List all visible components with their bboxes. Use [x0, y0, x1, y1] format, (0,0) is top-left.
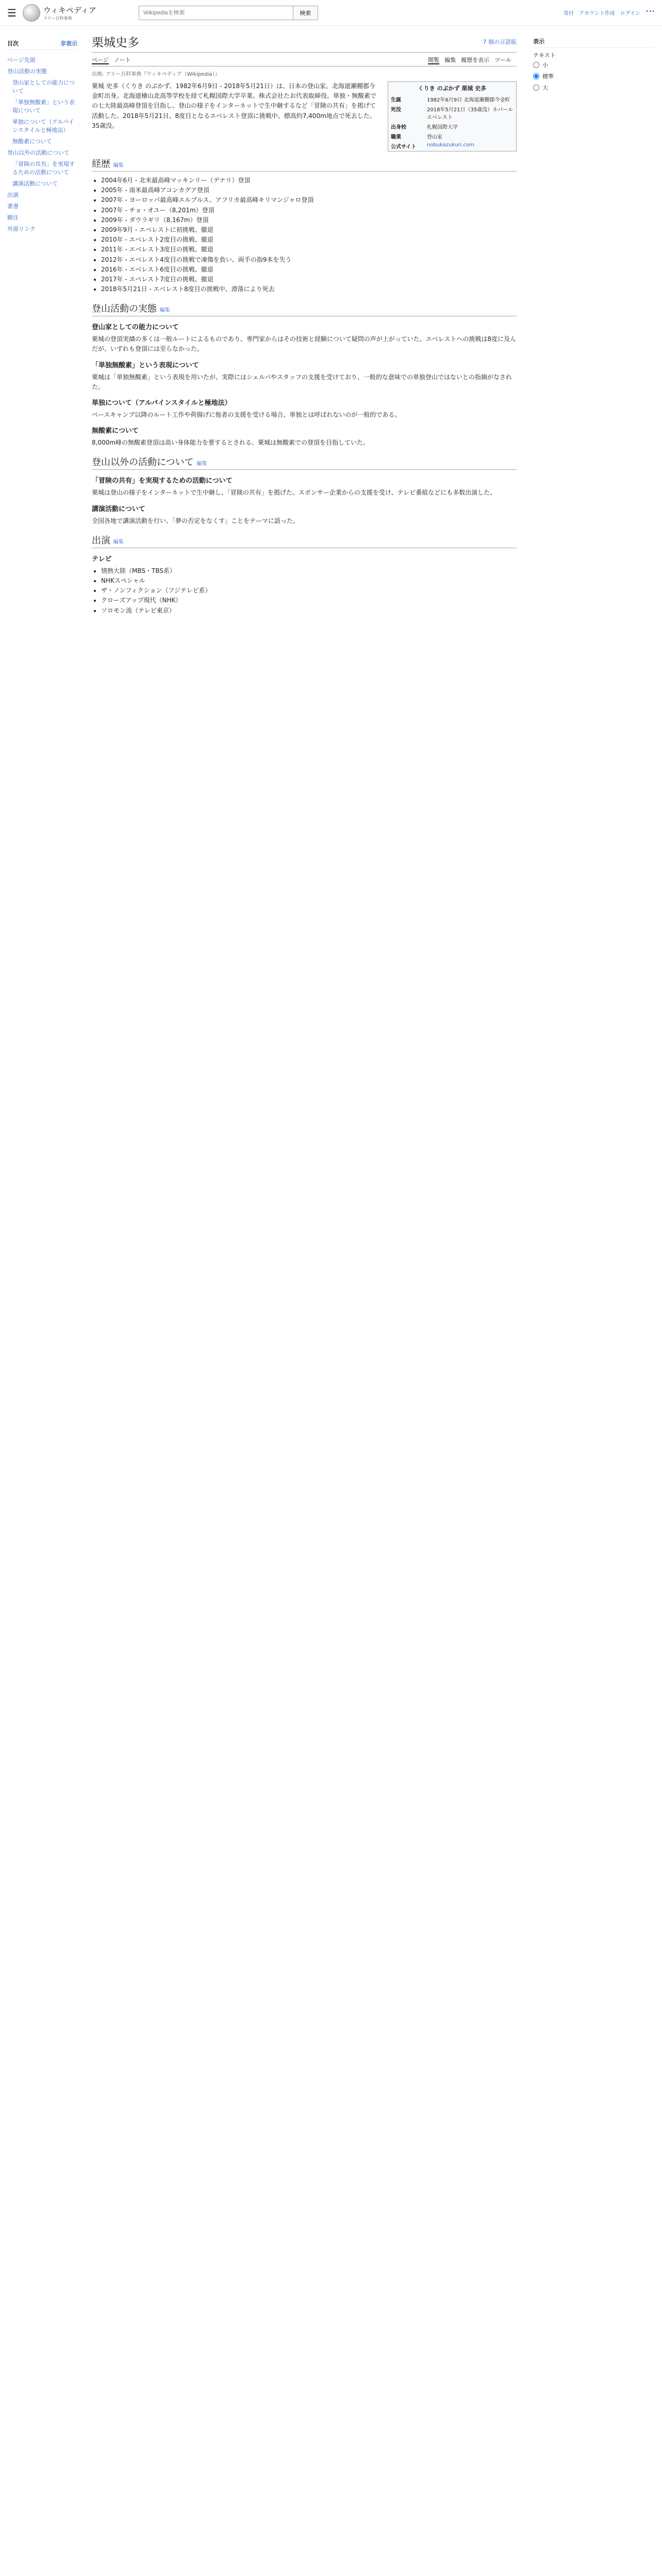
site-logo[interactable]: [23, 4, 96, 22]
header: [0, 0, 662, 26]
radio-button[interactable]: [533, 73, 539, 79]
appearance-title: 表示: [533, 37, 655, 48]
language-button[interactable]: 7 個の言語版: [483, 38, 517, 45]
toc-hide-button[interactable]: 非表示: [60, 40, 77, 47]
toc-item[interactable]: 無酸素について: [12, 138, 52, 145]
list-item: • ザ・ノンフィクション（フジテレビ系）: [101, 586, 517, 596]
subsection-heading: 無酸素について: [92, 427, 139, 435]
toc-item[interactable]: 登山家としての能力について: [12, 79, 75, 94]
text-size-label: テキスト: [533, 52, 556, 59]
infobox-label: 公式サイト: [391, 144, 417, 150]
list-item: • 2007年 - チョ・オユー（8,201m）登頂: [101, 206, 517, 215]
logo-subtitle: フリー百科事典: [43, 15, 72, 21]
list-item: • 2018年5月21日 - エベレスト8度目の挑戦中、滑落により死去: [101, 284, 517, 294]
toc-item[interactable]: ページ先頭: [7, 57, 36, 63]
section-heading: 出演: [92, 535, 110, 546]
list-item: • 2007年 - ヨーロッパ最高峰エルブルス、アフリカ最高峰キリマンジャロ登頂: [101, 195, 517, 205]
section-heading: 登山活動の実態: [92, 303, 157, 315]
career-list: [92, 176, 517, 294]
donate-link[interactable]: 寄付: [563, 11, 574, 16]
paragraph: 8,000m峰の無酸素登頂は高い身体能力を要するとされる。栗城は無酸素での登頂を目指していた。: [92, 439, 370, 447]
list-item: • 2012年 - エベレスト4度目の挑戦で凍傷を負い、両手の指9本を失う: [101, 255, 517, 265]
paragraph: ベースキャンプ以降のルート工作や荷揚げに他者の支援を受ける場合、単独とは呼ばれないのが一般的である。: [92, 411, 401, 418]
list-item: • 2010年 - エベレスト2度目の挑戦、撤退: [101, 235, 517, 245]
tab-history[interactable]: 履歴を表示: [461, 57, 490, 63]
infobox-value: 札幌国際大学: [427, 125, 458, 130]
text-size-option[interactable]: 大: [533, 82, 655, 93]
toc-item[interactable]: 単独について（アルパインスタイルと極地法）: [12, 118, 74, 133]
list-item: • 2005年 - 南米最高峰アコンカグア登頂: [101, 185, 517, 195]
tab-read[interactable]: 閲覧: [428, 57, 440, 63]
tab-page[interactable]: ページ: [92, 57, 109, 63]
infobox-value: 2018年5月21日（35歳没）ネパール エベレスト: [427, 107, 513, 121]
tab-tools[interactable]: ツール: [494, 57, 511, 63]
subsection-heading: 登山家としての能力について: [92, 324, 179, 332]
toc-item[interactable]: 講演活動について: [12, 180, 58, 187]
edit-link[interactable]: 編集: [196, 461, 207, 467]
infobox-label: 職業: [391, 134, 401, 140]
paragraph: 栗城は登山の様子をインターネットで生中継し、「冒険の共有」を掲げた。スポンサー企業からの支援を受け、テレビ番組などにも多数出演した。: [92, 489, 496, 497]
list-item: • 2011年 - エベレスト3度目の挑戦、撤退: [101, 245, 517, 255]
toc-item[interactable]: 外部リンク: [7, 226, 36, 232]
login-link[interactable]: ログイン: [620, 11, 641, 16]
infobox-label: 死没: [391, 107, 401, 113]
edit-link[interactable]: 編集: [113, 539, 124, 545]
toc-item[interactable]: 「単独無酸素」という表現について: [12, 99, 75, 114]
infobox-label: 生誕: [391, 97, 401, 103]
tab-talk[interactable]: ノート: [113, 57, 131, 63]
table-of-contents: [0, 26, 82, 620]
list-item: • 2017年 - エベレスト7度目の挑戦、撤退: [101, 275, 517, 284]
infobox-value: 1982年6月9日 北海道瀬棚郡今金町: [427, 97, 510, 103]
subsection-heading: テレビ: [92, 555, 112, 563]
subsection-heading: 講演活動について: [92, 505, 145, 513]
tv-list: [92, 566, 517, 616]
article: [82, 26, 526, 620]
infobox: [388, 81, 517, 151]
list-item: • 2009年 - ダウラギリ（8,167m）登頂: [101, 215, 517, 225]
subsection-heading: 「冒険の共有」を実現するための活動について: [92, 477, 233, 485]
more-tools-icon[interactable]: •••: [646, 9, 655, 14]
toc-item[interactable]: 「冒険の共有」を実現するための活動について: [12, 161, 75, 176]
list-item: • 情熱大陸（MBS・TBS系）: [101, 566, 517, 576]
text-size-option[interactable]: 標準: [533, 71, 655, 82]
list-item: • ソロモン流（テレビ東京）: [101, 606, 517, 616]
section-heading: 経歴: [92, 159, 110, 170]
globe-icon: [23, 4, 40, 22]
create-account-link[interactable]: アカウント作成: [578, 11, 615, 16]
subsection-heading: 「単独無酸素」という表現について: [92, 361, 199, 369]
page-tabs: [92, 53, 517, 66]
toc-item[interactable]: 出演: [7, 192, 19, 198]
section-heading: 登山以外の活動について: [92, 457, 194, 468]
paragraph: 全国各地で講演活動を行い、「夢の否定をなくす」ことをテーマに語った。: [92, 517, 300, 524]
list-item: • クローズアップ現代（NHK）: [101, 596, 517, 605]
intro-paragraph: 栗城 史多（くりき のぶかず、1982年6月9日 - 2018年5月21日）は、日本の登山家。北海道瀬棚郡今金町出身。北海道檜山北高等学校を経て札幌国際大学卒業。株式会社たお代表取締役。単独・無酸素での七大陸最高峰登頂を目指し、登山の様子をインターネットで生中継するなど「冒険の共有」を掲げて活動した。2018年5月21日、8度目となるエベレスト登頂に挑戦中、標高約7,400m地点で死去した。35歳没。: [92, 82, 377, 129]
list-item: • 2016年 - エベレスト6度目の挑戦、撤退: [101, 265, 517, 275]
edit-link[interactable]: 編集: [159, 308, 170, 314]
search-button[interactable]: 検索: [293, 6, 318, 20]
search-input[interactable]: [139, 6, 293, 20]
list-item: • 2004年6月 - 北米最高峰マッキンリー（デナリ）登頂: [101, 176, 517, 185]
infobox-title: くりき のぶかず 栗城 史多: [418, 85, 487, 92]
page-title: 栗城史多: [92, 36, 139, 49]
logo-title: ウィキペディア: [43, 5, 96, 15]
paragraph: 栗城の登頂実績の多くは一般ルートによるものであり、専門家からはその技術と経験について疑問の声が上がっていた。エベレストへの挑戦は8度に及んだが、いずれも登頂には至らなかった。: [92, 335, 517, 353]
user-tools: [564, 9, 655, 16]
text-size-option[interactable]: 小: [533, 59, 655, 71]
menu-icon[interactable]: ☰: [7, 6, 16, 19]
toc-item[interactable]: 登山以外の活動について: [7, 149, 70, 156]
infobox-value: 登山家: [427, 134, 442, 140]
list-item: • NHKスペシャル: [101, 576, 517, 586]
source-note: 出典: フリー百科事典『ウィキペディア（Wikipedia）』: [92, 72, 220, 77]
edit-link[interactable]: 編集: [113, 163, 124, 168]
tab-edit[interactable]: 編集: [444, 57, 456, 63]
toc-title: 目次: [7, 40, 19, 47]
toc-item[interactable]: 登山活動の実態: [7, 68, 47, 75]
paragraph: 栗城は「単独無酸素」という表現を用いたが、実際にはシェルパやスタッフの支援を受けており、一般的な意味での単独登山ではないとの指摘がなされた。: [92, 373, 512, 391]
appearance-panel: [526, 26, 662, 620]
radio-button[interactable]: [533, 84, 539, 91]
list-item: • 2009年9月 - エベレストに初挑戦、撤退: [101, 225, 517, 235]
radio-button[interactable]: [533, 62, 539, 68]
toc-item[interactable]: 脚注: [7, 214, 19, 221]
official-site-link[interactable]: nobukazukuri.com: [427, 142, 474, 148]
toc-item[interactable]: 著書: [7, 203, 19, 210]
subsection-heading: 単独について（アルパインスタイルと極地法）: [92, 399, 231, 407]
infobox-label: 出身校: [391, 125, 406, 130]
search-form: [139, 6, 318, 20]
